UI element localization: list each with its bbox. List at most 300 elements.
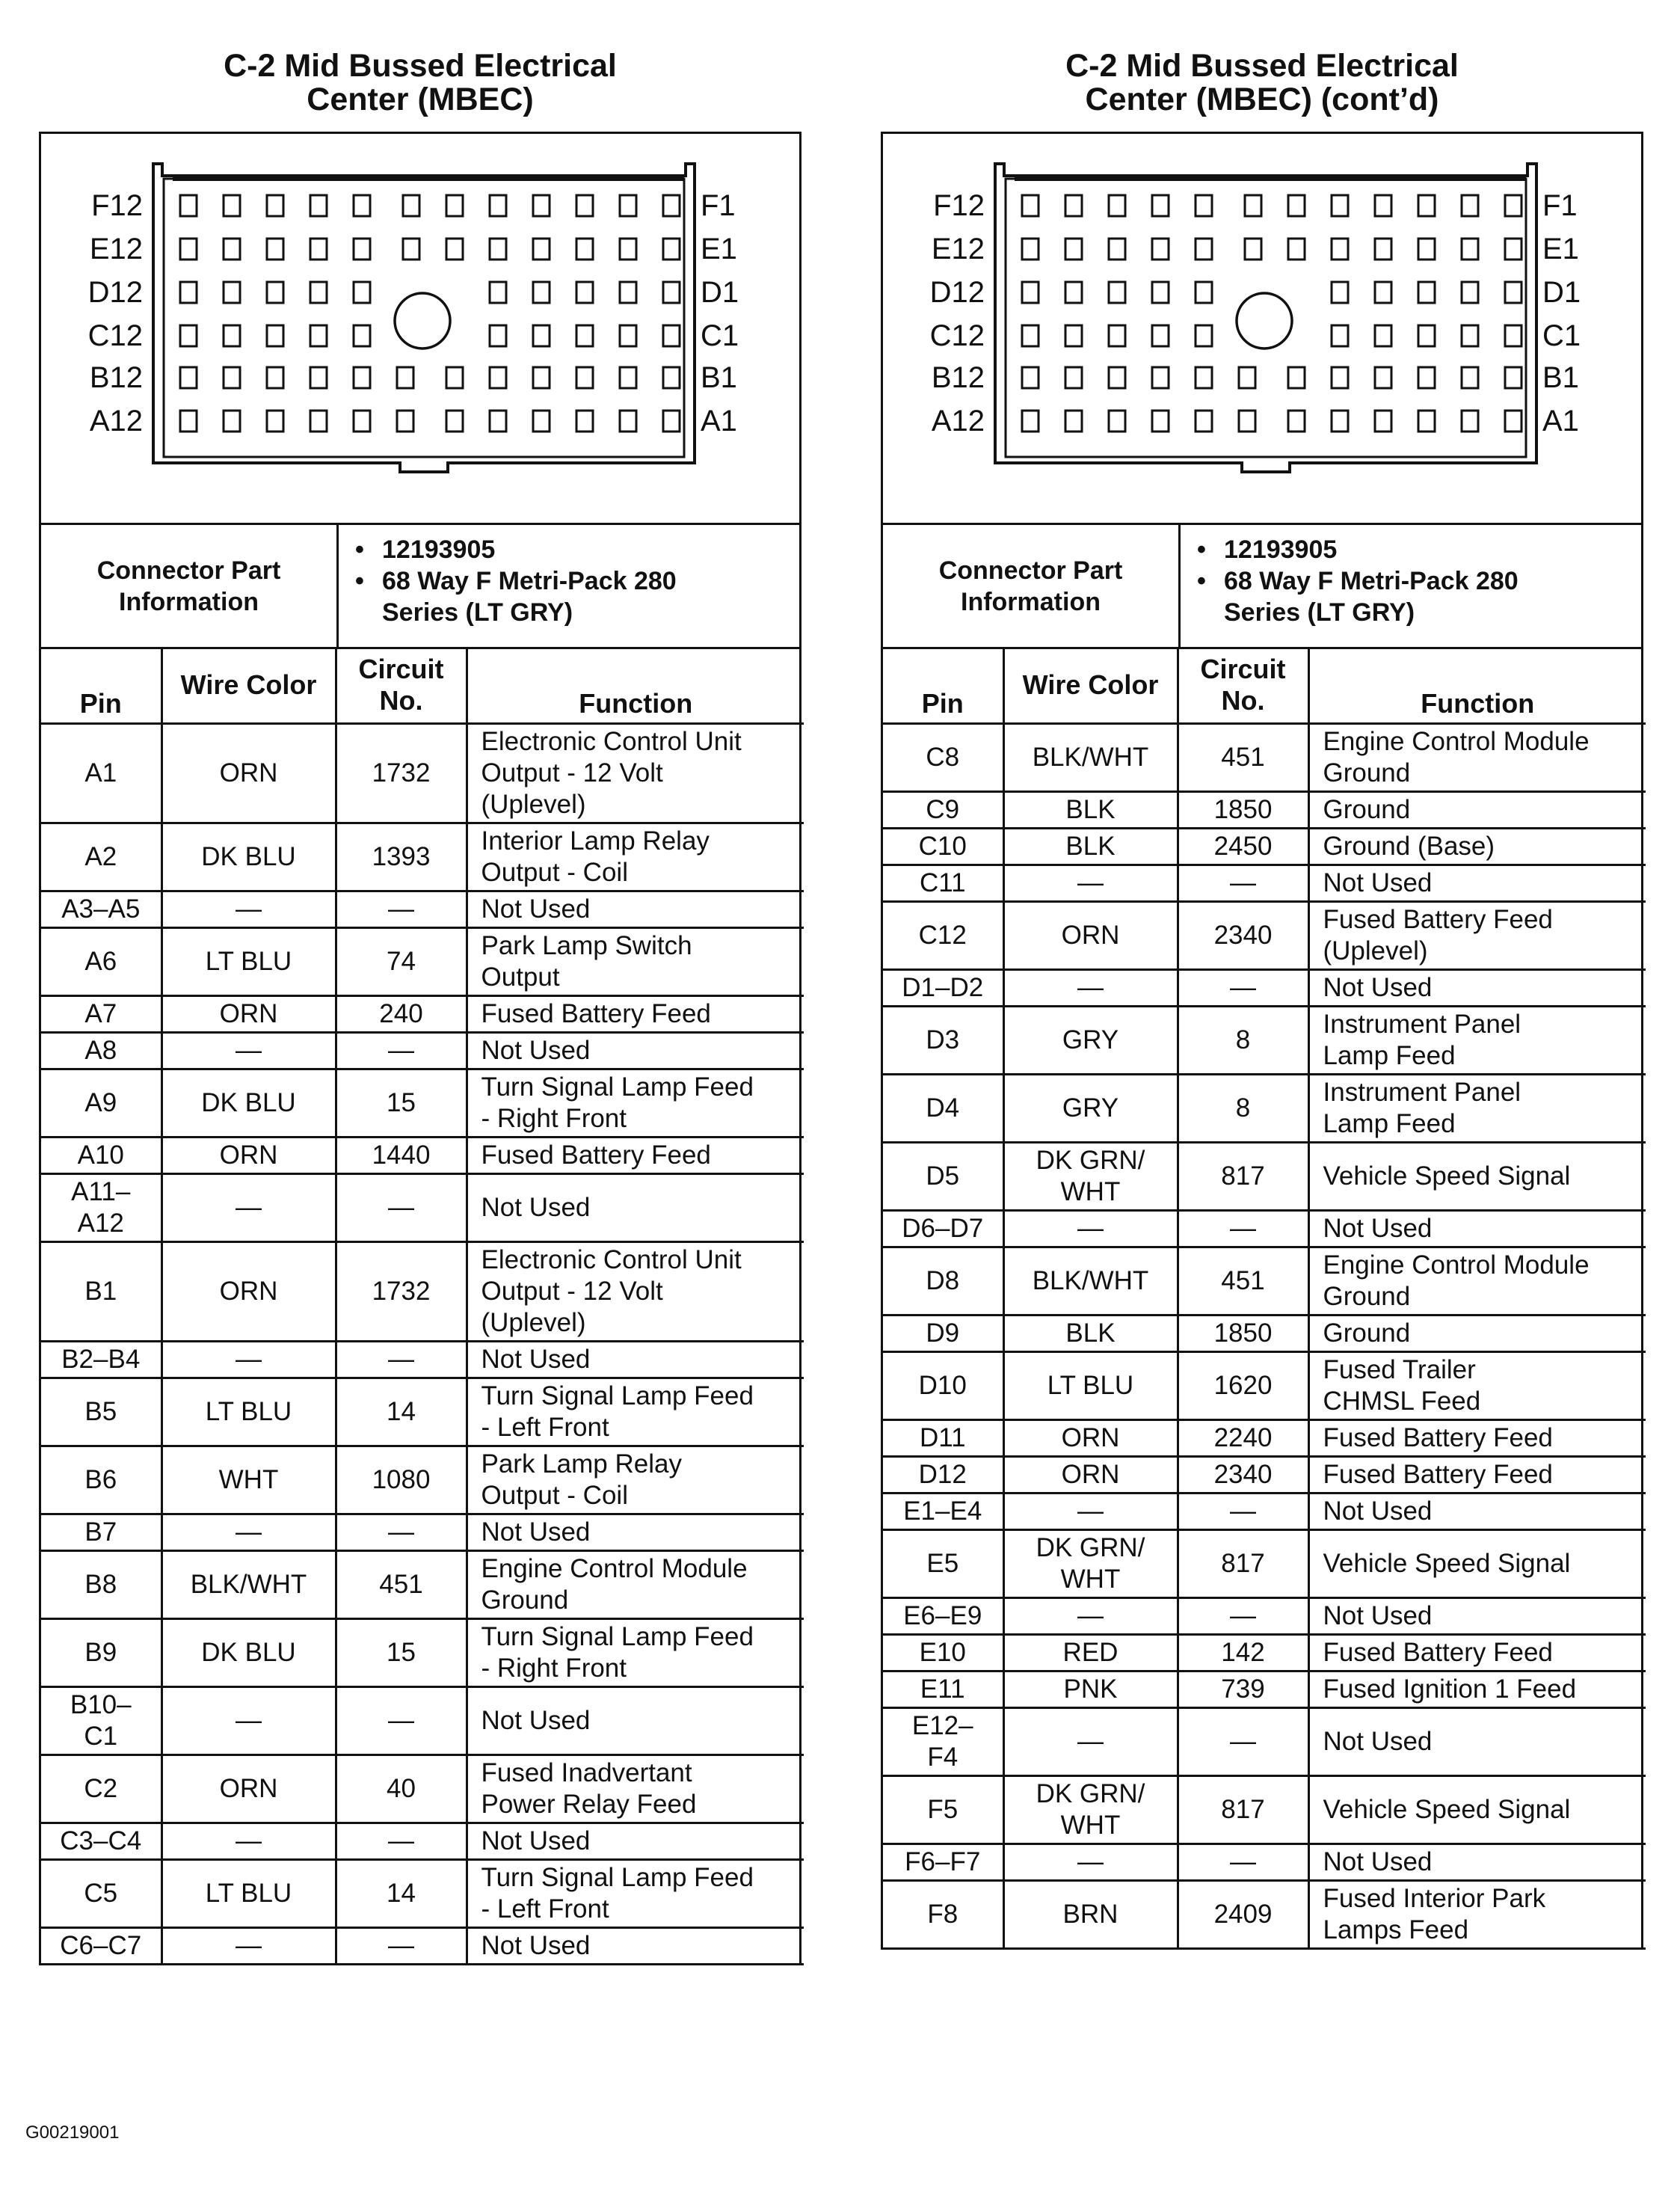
wire-color-cell bbox=[1003, 1598, 1178, 1635]
pin-cavity bbox=[1462, 195, 1478, 216]
cell-line: C6–C7 bbox=[60, 1931, 142, 1960]
pin-cell bbox=[883, 1881, 1003, 1949]
header-wire-color: Wire Color bbox=[1003, 649, 1178, 724]
pin-cavity bbox=[310, 239, 327, 260]
wire-color-cell bbox=[1003, 1530, 1178, 1598]
pin-cavity bbox=[1332, 195, 1348, 216]
circuit-cell bbox=[1178, 1635, 1308, 1671]
part-description-line-2: Series (LT GRY) bbox=[1224, 598, 1415, 627]
table-row bbox=[883, 1708, 1646, 1776]
cell-line: ORN bbox=[219, 1774, 278, 1803]
pin-cavity bbox=[1152, 239, 1169, 260]
pin-cavity bbox=[620, 195, 636, 216]
table-row bbox=[41, 996, 804, 1033]
pin-cavity bbox=[533, 367, 550, 388]
cell-line: A1 bbox=[84, 758, 117, 788]
pin-cavity bbox=[1152, 282, 1169, 303]
row-label-left: E12 bbox=[931, 233, 985, 265]
pin-cavity bbox=[620, 411, 636, 432]
table-row bbox=[883, 1881, 1646, 1949]
circuit-cell bbox=[1178, 724, 1308, 792]
pin-cavity bbox=[1418, 325, 1435, 346]
cell-line: — bbox=[236, 894, 262, 924]
pin-cavity bbox=[354, 411, 370, 432]
pin-cavity bbox=[1505, 195, 1521, 216]
cell-line: — bbox=[1230, 1847, 1256, 1876]
cell-line: D5 bbox=[926, 1161, 960, 1191]
header-circuit-line-1: Circuit bbox=[1200, 654, 1286, 684]
table-header-row bbox=[883, 649, 1646, 724]
row-label-right: E1 bbox=[701, 233, 737, 265]
connector-housing bbox=[995, 164, 1536, 472]
cell-line: — bbox=[236, 1193, 262, 1222]
function-cell bbox=[1308, 1211, 1646, 1247]
pin-cell bbox=[883, 1708, 1003, 1776]
cell-line: 14 bbox=[387, 1397, 416, 1426]
title-line-2: Center (MBEC) bbox=[307, 82, 534, 117]
pin-cell bbox=[883, 1776, 1003, 1844]
pin-cavity bbox=[576, 411, 593, 432]
pin-cavity bbox=[354, 195, 370, 216]
pin-cavity bbox=[267, 411, 283, 432]
wire-color-cell bbox=[1003, 865, 1178, 902]
cell-line: — bbox=[236, 1036, 262, 1065]
cell-line: BLK/WHT bbox=[1032, 1266, 1149, 1295]
cell-line: 817 bbox=[1221, 1795, 1265, 1824]
table-row bbox=[41, 1069, 804, 1138]
part-number: • 12193905 bbox=[1224, 534, 1641, 565]
pin-cavity bbox=[1152, 325, 1169, 346]
cell-line: 8 bbox=[1235, 1025, 1251, 1054]
cell-line: Not Used bbox=[481, 894, 591, 924]
cell-line: LT BLU bbox=[1047, 1371, 1134, 1400]
pin-cell bbox=[883, 1316, 1003, 1352]
wire-color-cell bbox=[161, 823, 336, 891]
cell-line: 1732 bbox=[372, 1277, 431, 1306]
circuit-cell bbox=[1178, 1530, 1308, 1598]
cell-line: 817 bbox=[1221, 1549, 1265, 1578]
connector-part-values bbox=[339, 525, 799, 647]
pin-cavity bbox=[180, 367, 197, 388]
table-row bbox=[41, 1755, 804, 1823]
pin-cavity bbox=[397, 367, 413, 388]
pin-cavity bbox=[1375, 282, 1391, 303]
function-cell bbox=[467, 1033, 804, 1069]
cell-line: D8 bbox=[926, 1266, 960, 1295]
row-label-left: A12 bbox=[931, 405, 985, 438]
pin-cavity bbox=[1022, 239, 1039, 260]
cell-line: Vehicle Speed Signal bbox=[1323, 1795, 1571, 1824]
cell-line: C9 bbox=[926, 795, 960, 824]
wire-color-cell bbox=[161, 1342, 336, 1378]
table-row bbox=[883, 792, 1646, 829]
circuit-cell bbox=[336, 1242, 467, 1342]
table-row bbox=[883, 1776, 1646, 1844]
pin-cavity bbox=[1065, 239, 1082, 260]
function-cell bbox=[1308, 1316, 1646, 1352]
cell-line: 1620 bbox=[1213, 1371, 1273, 1400]
circuit-cell bbox=[1178, 1420, 1308, 1457]
cell-line: — bbox=[1230, 1214, 1256, 1243]
pin-cavity bbox=[446, 411, 463, 432]
pin-cavity bbox=[1196, 239, 1212, 260]
connector-part-info bbox=[41, 525, 799, 649]
pin-cavity bbox=[1065, 367, 1082, 388]
pin-cavity bbox=[267, 367, 283, 388]
cell-line: ORN bbox=[1061, 1460, 1120, 1489]
cell-line: Fused Battery Feed bbox=[1323, 1460, 1553, 1489]
pin-cell bbox=[883, 792, 1003, 829]
pin-cavity bbox=[403, 239, 419, 260]
cell-line: DK GRN/ bbox=[1036, 1779, 1145, 1808]
pin-cell bbox=[41, 928, 161, 996]
cell-line: — bbox=[1230, 1496, 1256, 1526]
cell-line: Engine Control Module bbox=[1323, 1250, 1590, 1280]
row-label-right: C1 bbox=[1542, 319, 1581, 352]
cell-line: — bbox=[388, 894, 414, 924]
connector-housing bbox=[153, 164, 695, 472]
cell-line: Not Used bbox=[481, 1345, 591, 1374]
pin-cavity bbox=[180, 411, 197, 432]
wire-color-cell bbox=[161, 1378, 336, 1446]
part-description-line-1: 68 Way F Metri-Pack 280 bbox=[1224, 567, 1519, 595]
wire-color-cell bbox=[1003, 1316, 1178, 1352]
cell-line: — bbox=[236, 1826, 262, 1855]
pin-cell bbox=[883, 970, 1003, 1007]
cell-line: WHT bbox=[1060, 1565, 1121, 1594]
connector-part-label-line-1: Connector Part bbox=[96, 556, 281, 585]
connector-part-label-line-2: Information bbox=[119, 587, 259, 616]
cell-line: — bbox=[1077, 973, 1104, 1002]
connector-diagram bbox=[41, 134, 799, 525]
pin-cell bbox=[41, 724, 161, 823]
header-function: Function bbox=[1308, 649, 1646, 724]
pin-cell bbox=[41, 1342, 161, 1378]
cell-line: Ground bbox=[1323, 758, 1411, 788]
pin-cavity bbox=[490, 239, 506, 260]
wire-color-cell bbox=[161, 1687, 336, 1755]
pin-cavity bbox=[1418, 411, 1435, 432]
cell-line: 739 bbox=[1221, 1674, 1265, 1704]
header-circuit-line-1: Circuit bbox=[358, 654, 444, 684]
cell-line: D10 bbox=[918, 1371, 967, 1400]
cell-line: — bbox=[388, 1193, 414, 1222]
pin-cavity bbox=[1375, 367, 1391, 388]
pin-cavity bbox=[1022, 195, 1039, 216]
pin-cavity bbox=[663, 411, 680, 432]
cell-line: Lamp Feed bbox=[1323, 1041, 1456, 1070]
pin-cell bbox=[883, 829, 1003, 865]
cell-line: C1 bbox=[84, 1722, 118, 1751]
table-row bbox=[41, 1514, 804, 1551]
cell-line: Not Used bbox=[1323, 973, 1433, 1002]
row-label-left: C12 bbox=[87, 319, 143, 352]
pin-cell bbox=[883, 902, 1003, 970]
cell-line: ORN bbox=[219, 1141, 278, 1170]
cell-line: Output - 12 Volt bbox=[481, 758, 663, 788]
table-row bbox=[41, 1446, 804, 1514]
table-row bbox=[883, 1316, 1646, 1352]
cell-line: BLK bbox=[1065, 832, 1116, 861]
cell-line: — bbox=[388, 1345, 414, 1374]
pin-cavity bbox=[1332, 239, 1348, 260]
cell-line: DK GRN/ bbox=[1036, 1533, 1145, 1562]
pin-cavity bbox=[1109, 367, 1125, 388]
circuit-cell bbox=[1178, 1007, 1308, 1075]
circuit-cell bbox=[336, 1823, 467, 1860]
header-pin: Pin bbox=[41, 649, 161, 724]
pin-cavity bbox=[620, 282, 636, 303]
pin-cavity bbox=[576, 367, 593, 388]
wire-color-cell bbox=[161, 1860, 336, 1928]
function-cell bbox=[1308, 1143, 1646, 1211]
pin-cavity bbox=[446, 195, 463, 216]
cell-line: C2 bbox=[84, 1774, 118, 1803]
function-cell bbox=[467, 1342, 804, 1378]
cell-line: 142 bbox=[1221, 1638, 1265, 1667]
connector-part-info bbox=[883, 525, 1641, 649]
function-cell bbox=[1308, 865, 1646, 902]
cell-line: Fused Battery Feed bbox=[1323, 1423, 1553, 1452]
cell-line: D6–D7 bbox=[902, 1214, 984, 1243]
table-row bbox=[883, 1352, 1646, 1420]
connector-part-label-line-1: Connector Part bbox=[938, 556, 1123, 585]
table-row bbox=[883, 1671, 1646, 1708]
cell-line: A10 bbox=[77, 1141, 124, 1170]
cell-line: 451 bbox=[1221, 743, 1265, 772]
cell-line: — bbox=[388, 1931, 414, 1960]
function-cell bbox=[467, 1069, 804, 1138]
pin-cavity bbox=[1375, 325, 1391, 346]
wire-color-cell bbox=[1003, 1420, 1178, 1457]
cell-line: WHT bbox=[218, 1465, 279, 1494]
circuit-cell bbox=[336, 1619, 467, 1687]
wire-color-cell bbox=[1003, 1776, 1178, 1844]
circuit-cell bbox=[336, 1860, 467, 1928]
table-row bbox=[41, 823, 804, 891]
pin-cell bbox=[883, 1352, 1003, 1420]
pin-cavity bbox=[533, 325, 550, 346]
cell-line: 2409 bbox=[1213, 1900, 1273, 1929]
pin-cavity bbox=[1288, 367, 1305, 388]
cell-line: Lamps Feed bbox=[1323, 1915, 1469, 1944]
function-cell bbox=[467, 1619, 804, 1687]
pin-cell bbox=[883, 1457, 1003, 1493]
cell-line: Not Used bbox=[481, 1193, 591, 1222]
part-description bbox=[382, 565, 799, 628]
row-label-right: F1 bbox=[1542, 189, 1578, 222]
pin-cavity bbox=[403, 195, 419, 216]
pin-cell bbox=[41, 1138, 161, 1174]
circuit-cell bbox=[336, 823, 467, 891]
pin-cavity bbox=[1505, 411, 1521, 432]
cell-line: D3 bbox=[926, 1025, 960, 1054]
cell-line: Fused Battery Feed bbox=[1323, 905, 1553, 934]
cell-line: Output - 12 Volt bbox=[481, 1277, 663, 1306]
cell-line: D11 bbox=[919, 1423, 966, 1452]
function-cell bbox=[467, 891, 804, 928]
pin-cavity bbox=[490, 367, 506, 388]
pin-cavity bbox=[180, 325, 197, 346]
connector-diagram bbox=[883, 134, 1641, 525]
pin-cavity bbox=[1065, 282, 1082, 303]
wire-color-cell bbox=[161, 996, 336, 1033]
cell-line: — bbox=[1230, 973, 1256, 1002]
cell-line: Not Used bbox=[481, 1931, 591, 1960]
pin-cell bbox=[883, 1493, 1003, 1530]
circuit-cell bbox=[1178, 1708, 1308, 1776]
circuit-cell bbox=[336, 1033, 467, 1069]
table-row bbox=[41, 1138, 804, 1174]
pin-cavity bbox=[310, 411, 327, 432]
pin-cavity bbox=[1332, 282, 1348, 303]
pin-cavity bbox=[1505, 367, 1521, 388]
header-pin: Pin bbox=[883, 649, 1003, 724]
cell-line: - Left Front bbox=[481, 1413, 609, 1442]
cell-line: B5 bbox=[84, 1397, 117, 1426]
pin-cavity bbox=[533, 282, 550, 303]
cell-line: LT BLU bbox=[205, 947, 292, 976]
table-row bbox=[883, 1598, 1646, 1635]
pin-cavity bbox=[1288, 411, 1305, 432]
circuit-cell bbox=[336, 1174, 467, 1242]
cell-line: ORN bbox=[219, 758, 278, 788]
cell-line: B1 bbox=[84, 1277, 117, 1306]
pin-cavity bbox=[1022, 411, 1039, 432]
function-cell bbox=[1308, 1598, 1646, 1635]
table-row bbox=[883, 1457, 1646, 1493]
wire-color-cell bbox=[161, 724, 336, 823]
cell-line: F4 bbox=[927, 1743, 959, 1772]
cell-line: Park Lamp Switch bbox=[481, 931, 692, 960]
pin-cavity bbox=[533, 411, 550, 432]
wire-color-cell bbox=[1003, 970, 1178, 1007]
wire-color-cell bbox=[1003, 1671, 1178, 1708]
circuit-cell bbox=[1178, 1143, 1308, 1211]
cell-line: — bbox=[236, 1345, 262, 1374]
cell-line: Fused Interior Park bbox=[1323, 1884, 1546, 1913]
cell-line: A9 bbox=[84, 1088, 117, 1117]
table-row bbox=[41, 1033, 804, 1069]
pin-cavity bbox=[663, 195, 680, 216]
pin-cell bbox=[41, 1619, 161, 1687]
pin-cavity bbox=[446, 367, 463, 388]
pin-cavity bbox=[1239, 367, 1255, 388]
circuit-cell bbox=[336, 1342, 467, 1378]
cell-line: Output - Coil bbox=[481, 1481, 628, 1510]
cell-line: B9 bbox=[84, 1638, 117, 1667]
wire-color-cell bbox=[161, 1755, 336, 1823]
wire-color-cell bbox=[161, 1033, 336, 1069]
function-cell bbox=[1308, 1530, 1646, 1598]
row-label-right: E1 bbox=[1542, 233, 1579, 265]
pin-cell bbox=[41, 1755, 161, 1823]
cell-line: 2450 bbox=[1213, 832, 1273, 861]
wire-color-cell bbox=[1003, 1075, 1178, 1143]
cell-line: Park Lamp Relay bbox=[481, 1449, 682, 1479]
cell-line: RED bbox=[1062, 1638, 1119, 1667]
pin-cell bbox=[41, 1378, 161, 1446]
pin-cavity bbox=[354, 239, 370, 260]
table-row bbox=[41, 724, 804, 823]
cell-line: 40 bbox=[387, 1774, 416, 1803]
wire-color-cell bbox=[1003, 1211, 1178, 1247]
cell-line: F8 bbox=[927, 1900, 959, 1929]
pin-cavity bbox=[1022, 325, 1039, 346]
cell-line: 1393 bbox=[372, 842, 431, 871]
circuit-cell bbox=[1178, 1211, 1308, 1247]
pin-cavity bbox=[224, 411, 240, 432]
right-panel bbox=[881, 49, 1643, 1950]
table-row bbox=[883, 1635, 1646, 1671]
circuit-cell bbox=[1178, 1075, 1308, 1143]
function-cell bbox=[467, 1174, 804, 1242]
cell-line: — bbox=[1077, 1847, 1104, 1876]
function-cell bbox=[467, 1928, 804, 1965]
row-label-left: D12 bbox=[87, 276, 143, 309]
circuit-cell bbox=[336, 1138, 467, 1174]
pin-cell bbox=[41, 1551, 161, 1619]
pin-cell bbox=[883, 1143, 1003, 1211]
cell-line: F6–F7 bbox=[905, 1847, 981, 1876]
circuit-cell bbox=[336, 996, 467, 1033]
function-cell bbox=[1308, 1776, 1646, 1844]
cell-line: Interior Lamp Relay bbox=[481, 826, 710, 856]
cell-line: Vehicle Speed Signal bbox=[1323, 1549, 1571, 1578]
function-cell bbox=[467, 1446, 804, 1514]
function-cell bbox=[1308, 1635, 1646, 1671]
pin-cell bbox=[41, 1242, 161, 1342]
table-row bbox=[883, 1075, 1646, 1143]
cell-line: Instrument Panel bbox=[1323, 1010, 1521, 1039]
key-hole-icon bbox=[395, 293, 450, 349]
circuit-cell bbox=[1178, 1598, 1308, 1635]
cell-line: Not Used bbox=[1323, 1496, 1433, 1526]
pin-cavity bbox=[1109, 411, 1125, 432]
function-cell bbox=[1308, 1075, 1646, 1143]
pin-cell bbox=[41, 1823, 161, 1860]
cell-line: WHT bbox=[1060, 1177, 1121, 1206]
cell-line: Turn Signal Lamp Feed bbox=[481, 1622, 754, 1651]
table-row bbox=[883, 1530, 1646, 1598]
table-row bbox=[41, 1619, 804, 1687]
function-cell bbox=[1308, 724, 1646, 792]
cell-line: Not Used bbox=[1323, 1214, 1433, 1243]
pin-cavity bbox=[1462, 367, 1478, 388]
function-cell bbox=[467, 1378, 804, 1446]
part-description bbox=[1224, 565, 1641, 628]
cell-line: B6 bbox=[84, 1465, 117, 1494]
cell-line: F5 bbox=[927, 1795, 959, 1824]
panel-title bbox=[39, 49, 801, 132]
pin-cell bbox=[883, 1530, 1003, 1598]
table-row bbox=[41, 1378, 804, 1446]
table-row bbox=[883, 865, 1646, 902]
cell-line: — bbox=[1077, 1214, 1104, 1243]
pin-cavity bbox=[576, 195, 593, 216]
pin-table bbox=[883, 649, 1646, 1950]
table-row bbox=[883, 1007, 1646, 1075]
pin-cavity bbox=[620, 367, 636, 388]
cell-line: D9 bbox=[926, 1318, 960, 1348]
pin-cell bbox=[883, 1671, 1003, 1708]
cell-line: 1732 bbox=[372, 758, 431, 788]
pin-cavity bbox=[1332, 325, 1348, 346]
circuit-cell bbox=[1178, 792, 1308, 829]
pin-cavity bbox=[1245, 195, 1261, 216]
pin-cell bbox=[883, 1007, 1003, 1075]
wire-color-cell bbox=[1003, 1493, 1178, 1530]
